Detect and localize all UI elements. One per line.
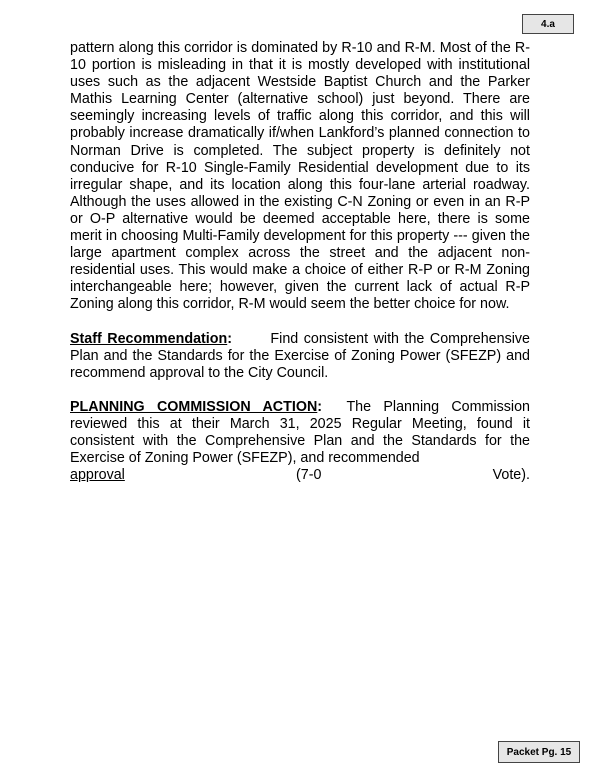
staff-recommendation-heading: Staff Recommendation (70, 330, 228, 347)
staff-recommendation-text: Find consistent with the Comprehensive Plan and the Standards for the Exercise of Zoning Power (SFEZP) and recommend approval to the City Council. (70, 330, 530, 381)
approval-word: approval (70, 467, 125, 484)
staff-recommendation-paragraph (70, 331, 530, 382)
planning-commission-vote-line (70, 467, 530, 484)
vote-label: Vote). (492, 467, 530, 484)
paragraph-gap (70, 382, 530, 399)
analysis-paragraph: pattern along this corridor is dominated by R-10 and R-M. Most of the R-10 portion is misleading in that it is mostly developed with institutional uses such as the adjacent Westside Baptist Church and the Parker Mathis Learning Center (alternative school) just beyond. There are seemingly increasing levels of traffic along this corridor, and this will probably increase dramatically if/when Lankford’s planned connection to Norman Drive is completed. The subject property is definitely not conducive for R-10 Single-Family Residential development due to its irregular shape, and its location along this four-lane arterial roadway. Although the uses allowed in the existing C-N Zoning or even in an R-P or O-P alternative would be deemed acceptable here, there is some merit in choosing Multi-Family development for this property --- given the large apartment complex across the street and the adjacent non-residential uses. This would make a choice of either R-P or R-M Zoning interchangeable here; however, given the current lack of actual R-P Zoning along this corridor, R-M would seem the better choice for now. (70, 40, 530, 313)
staff-recommendation-colon: : (227, 330, 232, 347)
planning-commission-colon: : (317, 398, 323, 415)
planning-commission-text: The Planning Commission reviewed this at their March 31, 2025 Regular Meeting, found it consistent with the Comprehensive Plan and the Standards for the Exercise of Zoning Power (SFEZP), and recommended (70, 398, 530, 467)
planning-commission-heading: PLANNING COMMISSION ACTION (70, 398, 318, 415)
paragraph-gap (70, 314, 530, 331)
packet-page-number: Packet Pg. 15 (498, 741, 580, 763)
agenda-item-tag: 4.a (522, 14, 574, 34)
planning-commission-paragraph (70, 399, 530, 484)
planning-commission-body (70, 399, 530, 467)
document-body (70, 40, 530, 484)
vote-count: (7-0 (296, 467, 322, 484)
